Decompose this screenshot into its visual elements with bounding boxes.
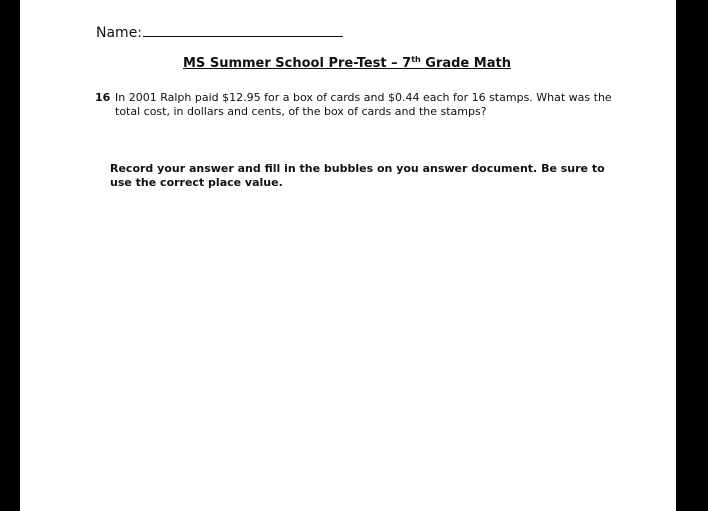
- name-field: [96, 22, 343, 41]
- worksheet-page: [20, 0, 676, 511]
- title-rest: Grade Math: [420, 56, 511, 71]
- question-16: [95, 91, 615, 119]
- title-main: MS Summer School Pre-Test – 7: [183, 56, 412, 71]
- answer-instructions: Record your answer and fill in the bubbles on you answer document. Be sure to use the correct place value.: [110, 162, 605, 189]
- title-superscript: th: [411, 55, 421, 64]
- name-blank-line: [143, 22, 343, 37]
- question-text: In 2001 Ralph paid $12.95 for a box of cards and $0.44 each for 16 stamps. What was the total cost, in dollars and cents, of the box of cards and the stamps?: [115, 91, 612, 118]
- name-label: Name:: [96, 25, 143, 41]
- page-title: [183, 55, 511, 71]
- question-number: 16: [95, 91, 111, 104]
